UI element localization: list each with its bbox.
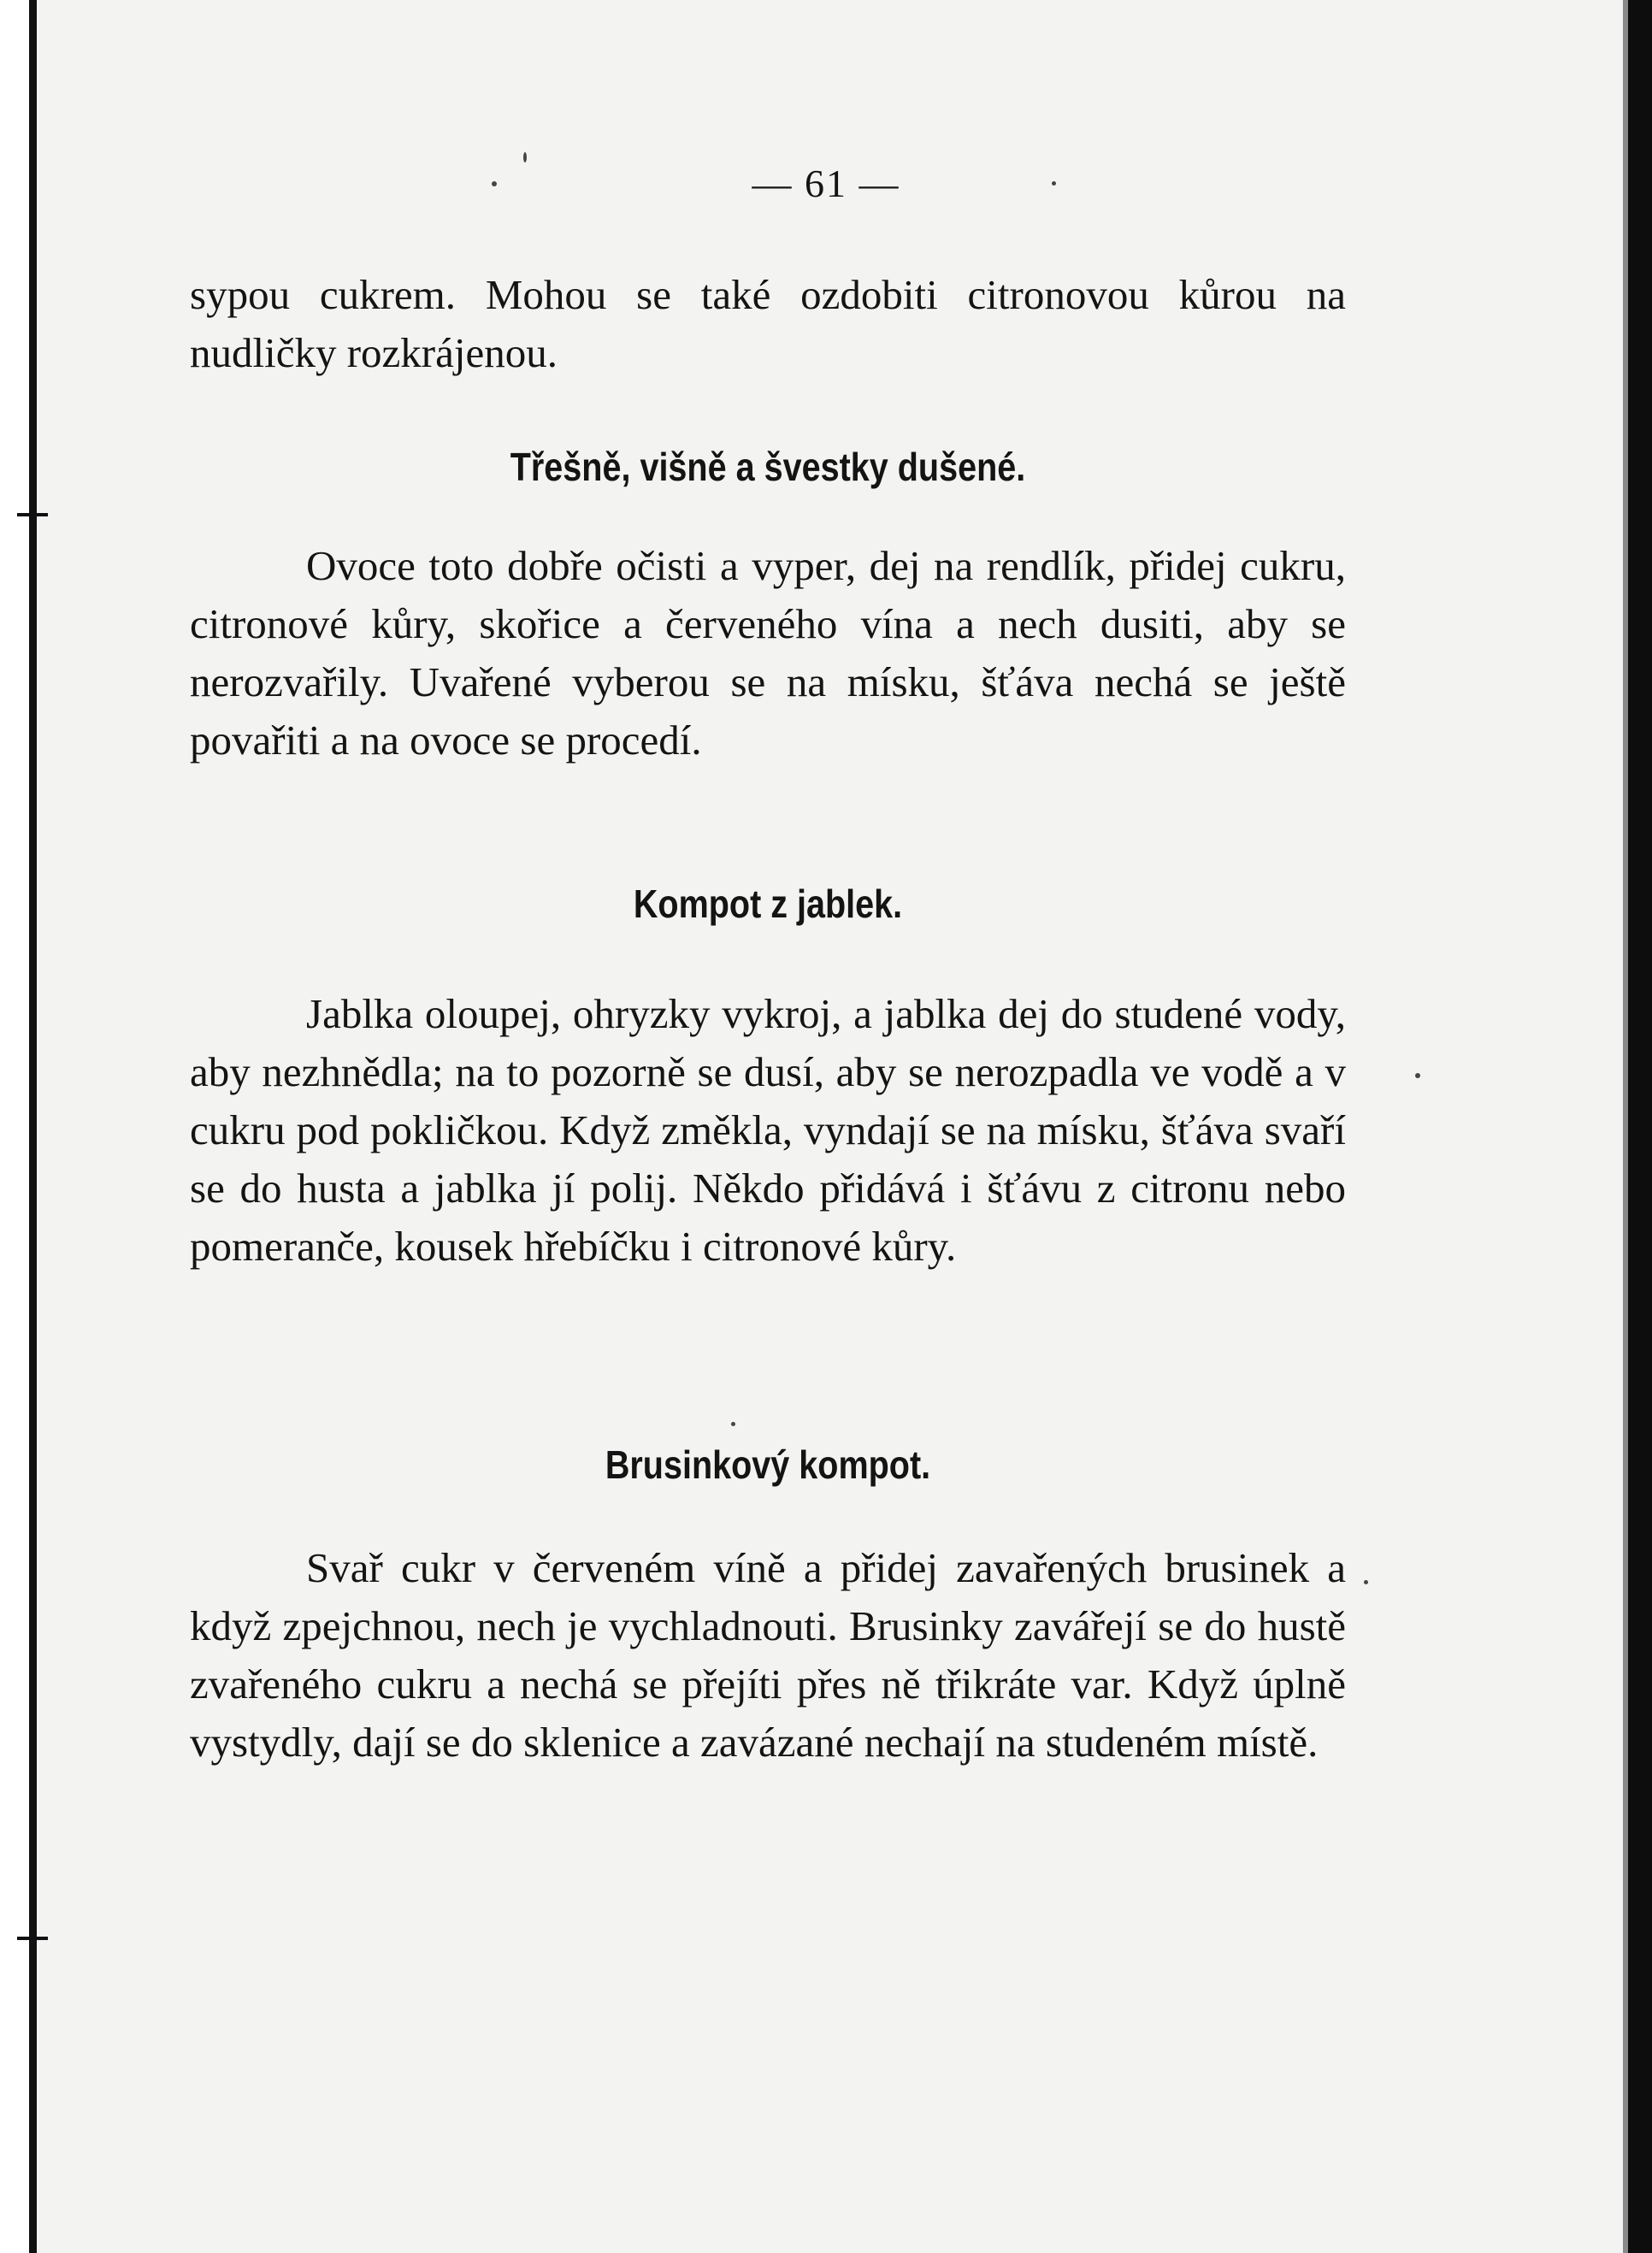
spine-mark	[17, 513, 48, 516]
recipe-body-block	[190, 537, 1346, 770]
book-spine-line	[29, 0, 37, 2253]
continuation-paragraph-block	[190, 266, 1346, 382]
recipe-heading: Brusinkový kompot.	[605, 1442, 931, 1487]
page-margin-left	[0, 0, 29, 2253]
paper-speck	[1415, 1073, 1420, 1078]
recipe-heading: Kompot z jablek.	[633, 882, 903, 926]
recipe-section	[190, 1442, 1346, 1488]
recipe-body: Ovoce toto dobře očisti a vyper, dej na rendlík, přidej cukru, citronové kůry, skořice a červeného vína a nech dusiti, aby se nerozvařily. Uvařené vyberou se na mísku, šťáva nechá se ještě povařiti a na ovoce se procedí.	[190, 542, 1346, 764]
recipe-section	[190, 444, 1346, 490]
recipe-heading: Třešně, višně a švestky dušené.	[510, 445, 1026, 489]
paper-speck	[731, 1422, 735, 1426]
recipe-body: Jablka oloupej, ohryzky vykroj, a jablka dej do studené vody, aby nezhnědla; na to pozorně se dusí, aby se nerozpadla ve vodě a v cukru pod pokličkou. Když změkla, vyndají se na mísku, šťáva svaří se do husta a jablka jí polij. Někdo přidává i šťávu z citronu nebo pomeranče, kousek hřebíčku i citronové kůry.	[190, 990, 1346, 1270]
spine-mark	[17, 1937, 48, 1940]
recipe-section	[190, 881, 1346, 927]
recipe-body-block	[190, 1539, 1346, 1772]
recipe-body-block	[190, 985, 1346, 1276]
page-edge-right	[1628, 0, 1652, 2253]
continuation-paragraph: sypou cukrem. Mohou se také ozdobiti citronovou kůrou na nudličky rozkrájenou.	[190, 271, 1346, 376]
recipe-body: Svař cukr v červeném víně a přidej zavařených brusinek a když zpejchnou, nech je vychladnouti. Brusinky zavářejí se do hustě zvařeného cukru a nechá se přejíti přes ně třikráte var. Když úplně vystydly, dají se do sklenice a zavázané nechají na studeném místě.	[190, 1544, 1346, 1766]
paper-speck	[1364, 1580, 1368, 1584]
page-number: — 61 —	[752, 162, 900, 205]
